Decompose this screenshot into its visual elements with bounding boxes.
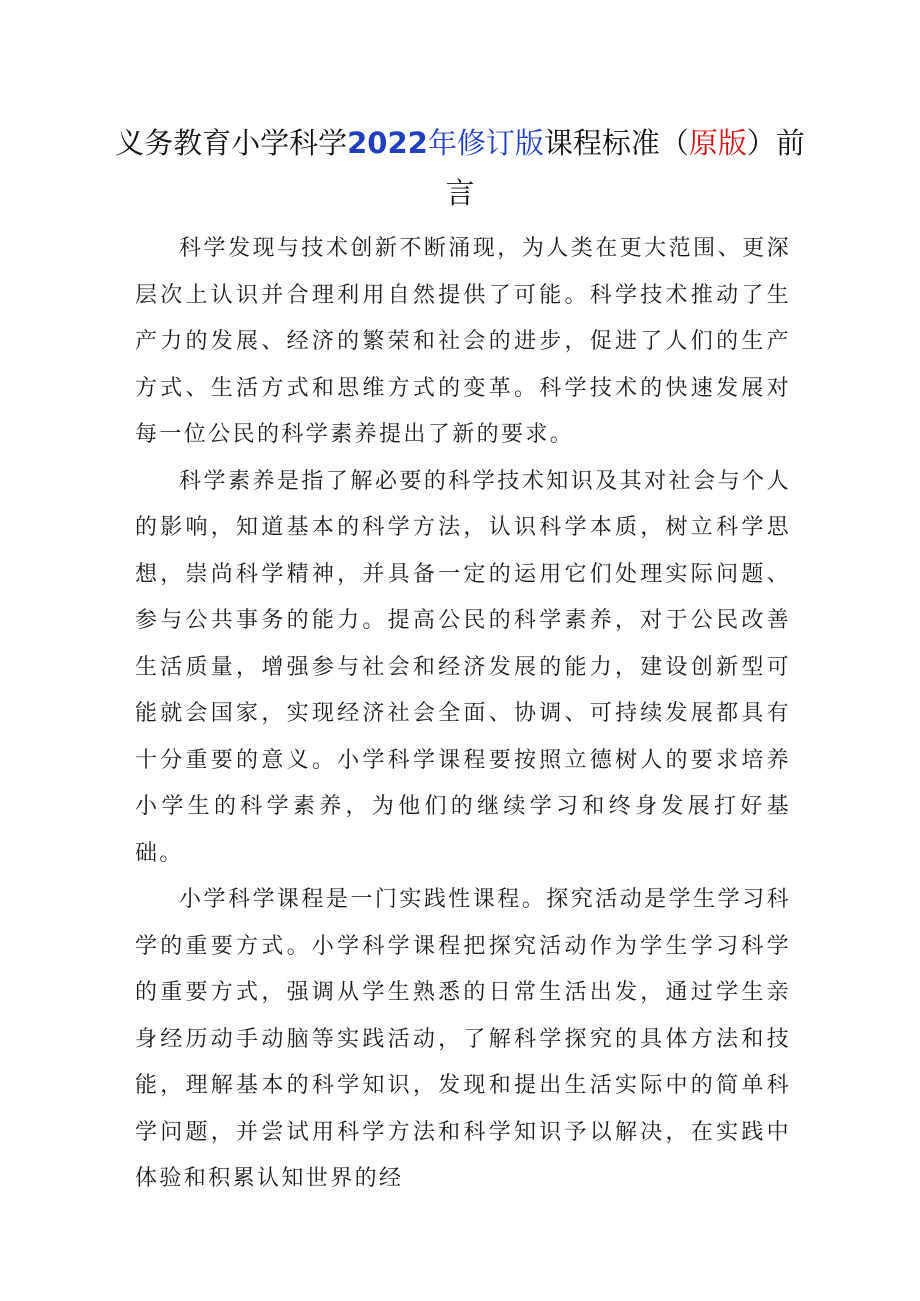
title-part-1: 义务教育小学科学	[115, 126, 348, 160]
title-highlight: 原版	[688, 126, 747, 160]
document-title	[110, 118, 810, 218]
title-year: 2022	[347, 126, 428, 160]
title-part-2: 年修订版	[427, 126, 544, 160]
paragraph-3: 小学科学课程是一门实践性课程。探究活动是学生学习科学的重要方式。小学科学课程把探究活动作为学生学习科学的重要方式，强调从学生熟悉的日常生活出发，通过学生亲身经历动手动脑等实践活动，了解科学探究的具体方法和技能，理解基本的科学知识，发现和提出生活实际中的简单科学问题，并尝试用科学方法和科学知识予以解决，在实践中体验和积累认知世界的经	[135, 887, 791, 1191]
document-body	[135, 226, 791, 1203]
paragraph-2: 科学素养是指了解必要的科学技术知识及其对社会与个人的影响，知道基本的科学方法，认识科学本质，树立科学思想，崇尚科学精神，并具备一定的运用它们处理实际问题、参与公共事务的能力。提高公民的科学素养，对于公民改善生活质量，增强参与社会和经济发展的能力，建设创新型可能就会国家，实现经济社会全面、协调、可持续发展都具有十分重要的意义。小学科学课程要按照立德树人的要求培养小学生的科学素养，为他们的继续学习和终身发展打好基础。	[135, 468, 791, 866]
title-part-4: ）前言	[445, 126, 805, 210]
paragraph-1: 科学发现与技术创新不断涌现，为人类在更大范围、更深层次上认识并合理利用自然提供了可能。科学技术推动了生产力的发展、经济的繁荣和社会的进步，促进了人们的生产方式、生活方式和思维方式的变革。科学技术的快速发展对每一位公民的科学素养提出了新的要求。	[135, 236, 791, 447]
title-part-3: 课程标准（	[543, 126, 689, 160]
